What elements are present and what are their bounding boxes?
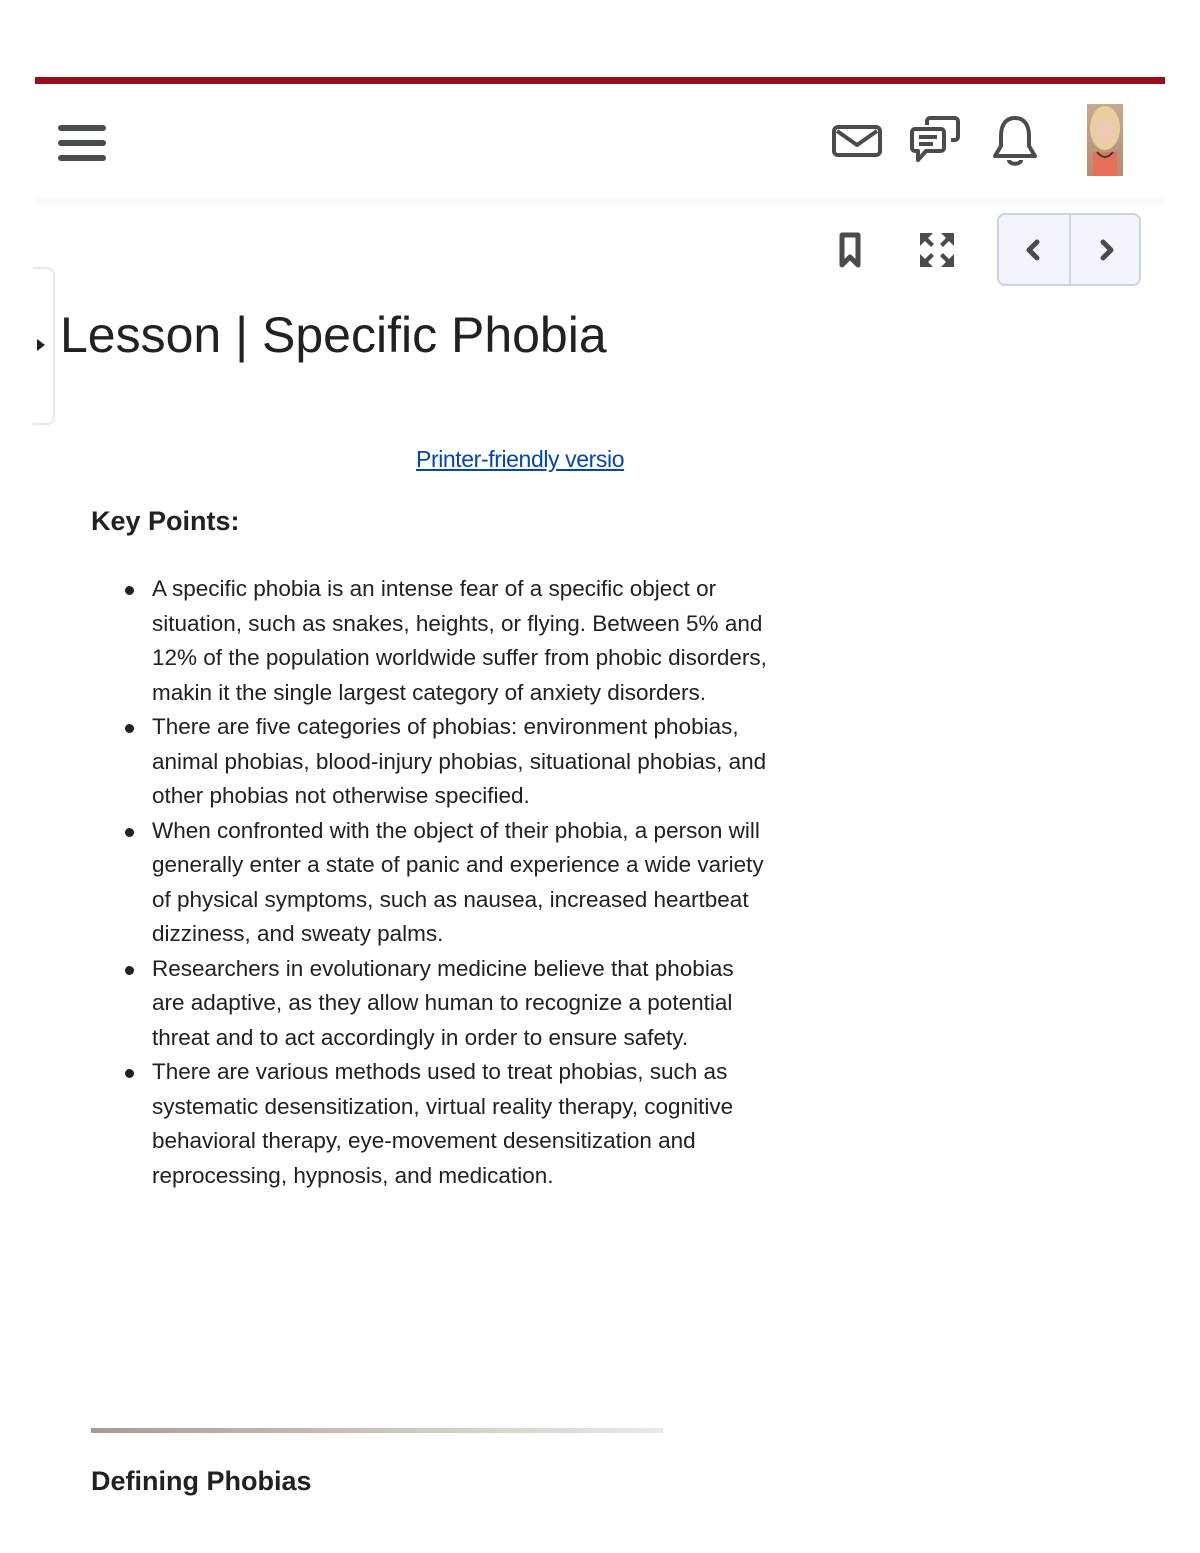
chat-icon[interactable] [909, 115, 963, 167]
topic-navigation [997, 213, 1141, 286]
chevron-right-icon [1097, 239, 1117, 261]
hamburger-menu-icon[interactable] [58, 125, 106, 161]
previous-topic-button[interactable] [999, 215, 1071, 284]
lesson-content [91, 440, 767, 1496]
key-point-item: A specific phobia is an intense fear of a specific object or situation, such as snakes, heights, or flying. Between 5% and 12% of the population worldwide suffer from phobic disorders, makin it the single largest category of anxiety disorders. [152, 572, 772, 710]
key-points-list [91, 572, 772, 1193]
table-of-contents-toggle[interactable] [33, 267, 55, 425]
brand-top-bar [35, 77, 1165, 84]
header-separator [35, 197, 1165, 205]
chevron-left-icon [1023, 239, 1043, 261]
key-point-item: When confronted with the object of their phobia, a person will generally enter a state of panic and experience a wide variety of physical symptoms, such as nausea, increased heartbeat dizziness, and sweaty palms. [152, 814, 772, 952]
fullscreen-icon[interactable] [917, 230, 957, 270]
next-topic-button[interactable] [1071, 215, 1141, 284]
page-title: Lesson | Specific Phobia [60, 307, 607, 363]
caret-right-icon [37, 339, 45, 351]
section-divider [91, 1428, 663, 1433]
key-point-item: There are various methods used to treat phobias, such as systematic desensitization, virtual reality therapy, cognitive behavioral therapy, eye-movement desensitization and reprocessing, hypnosis, and medication. [152, 1055, 772, 1193]
key-points-heading: Key Points: [91, 506, 240, 536]
user-avatar[interactable] [1087, 104, 1123, 176]
key-point-item: Researchers in evolutionary medicine believe that phobias are adaptive, as they allow human to recognize a potential threat and to act accordingly in order to ensure safety. [152, 952, 772, 1056]
section-heading: Defining Phobias [91, 1466, 312, 1496]
mail-icon[interactable] [831, 124, 883, 158]
printer-friendly-link[interactable]: Printer-friendly versio [416, 446, 625, 472]
bookmark-icon[interactable] [839, 232, 861, 268]
key-point-item: There are five categories of phobias: environment phobias, animal phobias, blood-injury phobias, situational phobias, and other phobias not otherwise specified. [152, 710, 772, 814]
bell-icon[interactable] [991, 114, 1039, 168]
